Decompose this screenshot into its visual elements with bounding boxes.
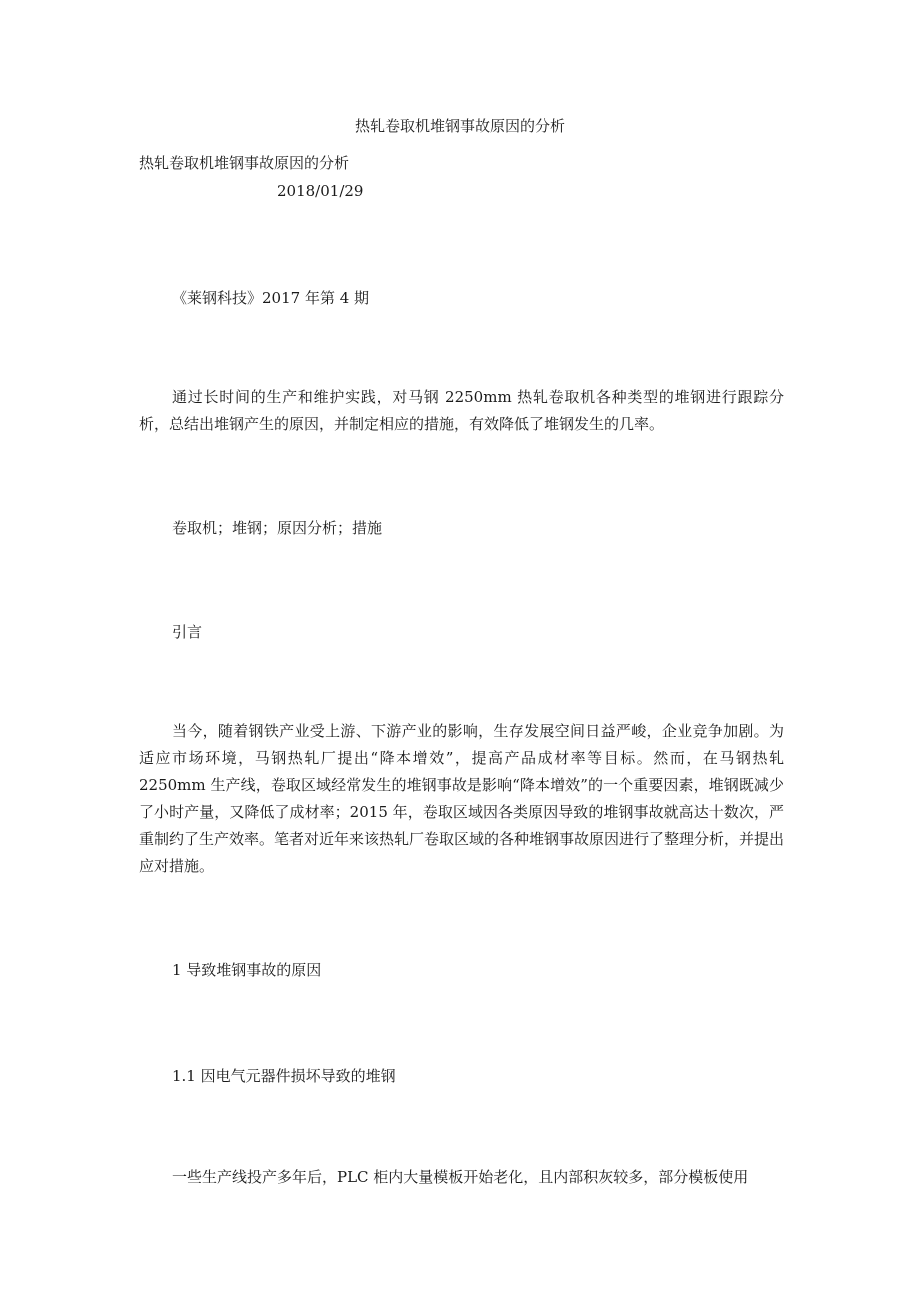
section-1-heading: 1 导致堆钢事故的原因 xyxy=(172,961,322,979)
publish-date: 2018/01/29 xyxy=(277,182,364,200)
intro-paragraph: 当今，随着钢铁产业受上游、下游产业的影响，生存发展空间日益严峻，企业竞争加剧。为适应市场环境，马钢热轧厂提出“降本增效”，提高产品成材率等目标。然而，在马钢热轧 2250mm 生产线，卷取区域经常发生的堆钢事故是影响“降本增效”的一个重要因素，堆钢既减少了小时产量，又降低了成材率；2015 年，卷取区域因各类原因导致的堆钢事故就高达十数次，严重制约了生产效率。笔者对近年来该热轧厂卷取区域的各种堆钢事故原因进行了整理分析，并提出应对措施。 xyxy=(139,722,785,875)
section-1-1-heading: 1.1 因电气元器件损坏导致的堆钢 xyxy=(172,1067,396,1085)
intro-heading: 引言 xyxy=(172,623,203,641)
document-title: 热轧卷取机堆钢事故原因的分析 xyxy=(354,117,565,135)
document-subtitle: 热轧卷取机堆钢事故原因的分析 xyxy=(139,154,350,172)
abstract-paragraph: 通过长时间的生产和维护实践，对马钢 2250mm 热轧卷取机各种类型的堆钢进行跟踪分析，总结出堆钢产生的原因，并制定相应的措施，有效降低了堆钢发生的几率。 xyxy=(139,388,784,433)
keywords: 卷取机；堆钢；原因分析；措施 xyxy=(172,519,383,537)
section-1-1-paragraph: 一些生产线投产多年后，PLC 柜内大量模板开始老化，且内部积灰较多，部分模板使用 xyxy=(172,1168,749,1186)
journal-source: 《莱钢科技》2017 年第 4 期 xyxy=(172,289,370,307)
